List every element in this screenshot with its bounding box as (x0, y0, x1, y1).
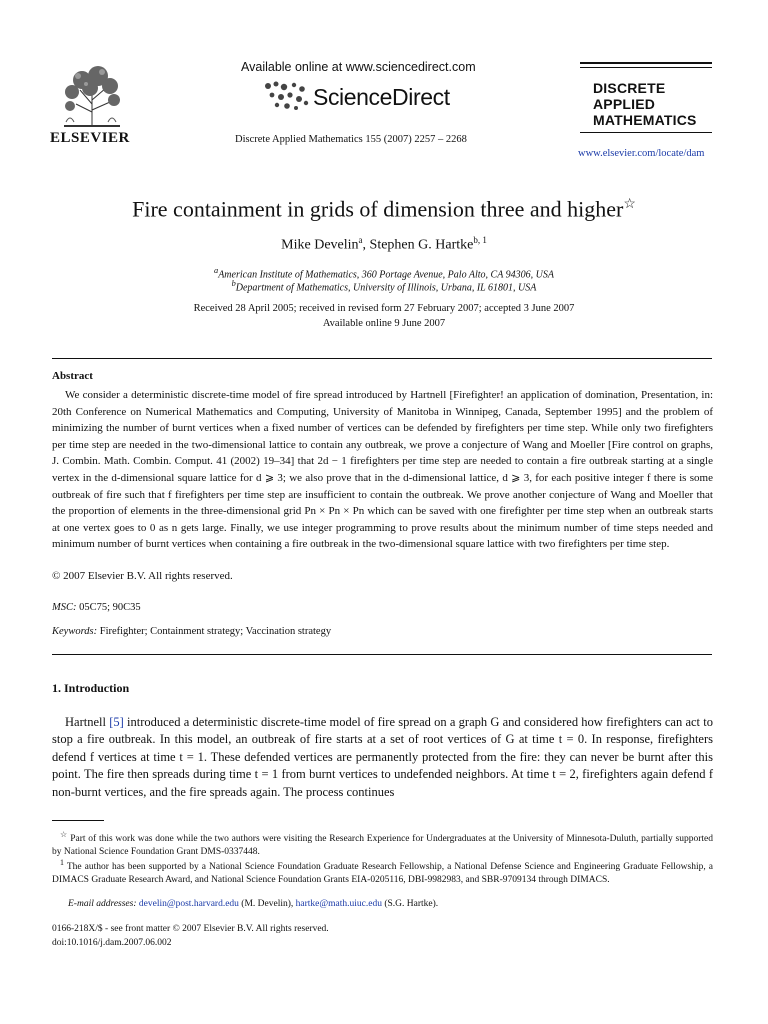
affiliation-mark[interactable]: a (358, 235, 363, 245)
email-owner: (S.G. Hartke). (381, 899, 439, 909)
journal-masthead-line: APPLIED (593, 96, 656, 112)
section-divider (52, 654, 712, 655)
section-divider (52, 358, 712, 359)
affiliation-label: a (214, 266, 219, 275)
available-online-text: Available online at www.sciencedirect.com (241, 60, 476, 74)
footnote (52, 828, 713, 859)
copyright-notice: © 2007 Elsevier B.V. All rights reserved. (52, 570, 233, 582)
intro-text: introduced a deterministic discrete-time model of fire spread on a graph G and considered how firefighters can act to stop a fire outbreak. In this model, an outbreak of fire starts at a set of root vertices of G at time t = 0. In response, firefighters defend f vertices at time t = 1. These defended vertices are permanently protected from the fire: they can never be burnt after this point. The fire then spreads during time t = 1 from burnt vertices to undefended neighbors. At time t = 2, firefighters again defend f non-burnt vertices, and the fire spreads again. The process continues (52, 715, 713, 799)
affiliation (0, 279, 768, 293)
msc-values: 05C75; 90C35 (79, 602, 141, 613)
affiliation-text: American Institute of Mathematics, 360 Portage Avenue, Palo Alto, CA 94306, USA (218, 269, 554, 281)
author-list (0, 235, 768, 254)
issn-line: 0166-218X/$ - see front matter © 2007 Elsevier B.V. All rights reserved. (52, 924, 329, 934)
footnote-text: The author has been supported by a National Science Foundation Graduate Research Fellowship, a National Defense Science and Engineering Graduate Fellowship, a DIMACS Graduate Research Award, and National Science Foundation Grants EIA-0205116, DBI-9982983, and SBR-9709134 through DIMACS. (52, 862, 713, 886)
email-link[interactable]: develin@post.harvard.edu (138, 899, 239, 909)
publisher-name: ELSEVIER (50, 130, 130, 146)
journal-masthead-rule (580, 62, 712, 64)
sciencedirect-dots-icon (262, 78, 310, 112)
available-online-date: Available online 9 June 2007 (322, 318, 446, 329)
footnote (52, 856, 713, 887)
footnote-mark: 1 (60, 858, 64, 867)
msc-label: MSC: (52, 602, 77, 613)
intro-paragraph (52, 714, 713, 801)
affiliation-mark[interactable]: b, 1 (473, 235, 487, 245)
email-owner: (M. Develin), (238, 899, 296, 909)
email-link[interactable]: hartke@math.uiuc.edu (295, 899, 382, 909)
keywords-label: Keywords: (52, 626, 98, 637)
section-heading: 1. Introduction (52, 681, 130, 695)
journal-masthead-line: MATHEMATICS (593, 112, 697, 128)
journal-reference: Discrete Applied Mathematics 155 (2007) 2257 – 2268 (235, 134, 467, 145)
intro-lead: Hartnell (65, 715, 110, 729)
author-separator: , (362, 237, 370, 253)
paper-title (0, 196, 768, 222)
received-dates: Received 28 April 2005; received in revised form 27 February 2007; accepted 3 June 2007 (193, 303, 575, 314)
title-footnote-mark[interactable]: ☆ (623, 197, 636, 212)
keywords-values: Firefighter; Containment strategy; Vaccination strategy (99, 626, 332, 637)
email-footnote (68, 898, 713, 911)
citation-link[interactable]: [5] (109, 715, 124, 729)
platform-name: ScienceDirect (313, 84, 450, 110)
email-label: E-mail addresses: (68, 899, 137, 909)
journal-masthead-line: DISCRETE (593, 80, 666, 96)
abstract-text: We consider a deterministic discrete-time model of fire spread introduced by Hartnell [Firefighter! an application of domination, Presentation, in: 20th Conference on Numerical Mathematics and Computing, University of Manitoba in Winnipeg, Canada, September 1995] and the problem of minimizing the number of burnt vertices when a fixed number of vertices can be defended by firefighters per time step. While only two firefighters per time step are needed in the two-dimensional lattice to contain any outbreak, we prove a conjecture of Wang and Moeller [Fire control on graphs, J. Combin. Math. Combin. Comput. 41 (2002) 19–34] that 2d − 1 firefighters per time step are needed to contain a fire outbreak starting at a single vertex in the d-dimensional square lattice for d ⩾ 3; we also prove that in the d-dimensional lattice, d ⩾ 3, for each positive integer f there is some outbreak of fire such that f firefighters per time step are insufficient to contain the outbreak. We prove another conjecture of Wang and Moeller that the proportion of elements in the three-dimensional grid Pn × Pn × Pn which can be saved with one firefighter per time step when an outbreak starts at one vertex goes to 0 as n gets large. Finally, we use integer programming to prove results about the minimum number of time steps needed and minimum number of burnt vertices when containing a fire outbreak in the two-dimensional square lattice with two firefighters per time step. (52, 389, 713, 551)
author-name: Mike Develin (281, 237, 359, 253)
journal-url-link[interactable]: www.elsevier.com/locate/dam (578, 148, 705, 159)
abstract-body (52, 387, 713, 553)
paper-title-text: Fire containment in grids of dimension three and higher (132, 196, 624, 222)
keywords (52, 626, 331, 637)
intro-body (52, 714, 713, 801)
msc-codes (52, 602, 141, 613)
footnote-text: Part of this work was done while the two authors were visiting the Research Experience for Undergraduates at the University of Minnesota-Duluth, partially supported by National Science Foundation Grant DMS-0337448. (52, 834, 713, 858)
affiliation-text: Department of Mathematics, University of Illinois, Urbana, IL 61801, USA (235, 282, 537, 294)
abstract-heading: Abstract (52, 370, 93, 382)
author-name: Stephen G. Hartke (369, 237, 474, 253)
affiliation-label: b (231, 279, 236, 288)
journal-masthead-rule (580, 67, 712, 68)
journal-masthead (593, 80, 697, 128)
footnote-divider (52, 820, 104, 821)
footnote-mark: ☆ (60, 830, 68, 839)
doi-line: doi:10.1016/j.dam.2007.06.002 (52, 938, 172, 948)
journal-masthead-rule (580, 132, 712, 133)
